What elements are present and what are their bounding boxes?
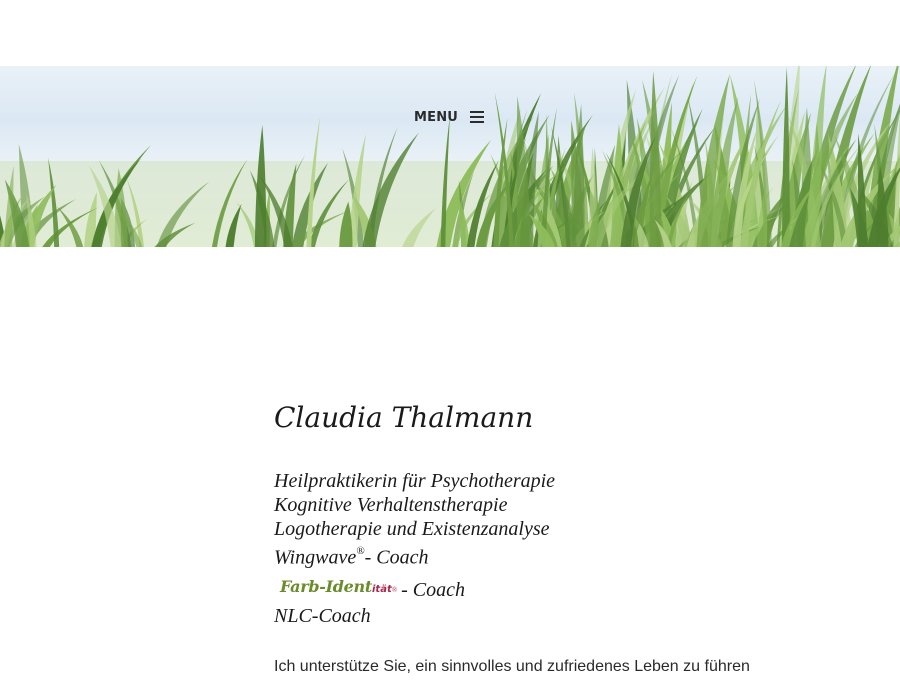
qualification-item: Logotherapie und Existenzanalyse [274, 518, 550, 540]
qualification-item-farb-identitaet [274, 570, 834, 604]
page-title: Claudia Thalmann [274, 401, 534, 434]
wingwave-label: Wingwave [274, 546, 357, 569]
coach-suffix: - Coach [401, 578, 465, 601]
grass-image [0, 66, 900, 247]
farb-logo-main: Farb-Ident [280, 576, 372, 596]
hero-banner [0, 66, 900, 247]
top-bar [0, 0, 900, 66]
qualification-item: NLC-Coach [274, 604, 371, 627]
registered-mark: ® [356, 545, 365, 557]
intro-text: Ich unterstütze Sie, ein sinnvolles und zufriedenes Leben zu führen [274, 657, 750, 675]
coach-suffix: - Coach [364, 546, 429, 569]
farb-logo-tail: ität [372, 583, 392, 595]
qualification-item: Heilpraktikerin für Psychotherapie [274, 470, 556, 492]
qualification-item-wingwave [274, 541, 834, 570]
main-content [274, 398, 834, 679]
hamburger-icon [470, 111, 484, 123]
farb-logo-reg: ® [391, 585, 398, 594]
farb-identitaet-logo [280, 575, 397, 602]
qualification-item: Kognitive Verhaltenstherapie [274, 494, 508, 516]
menu-label: MENU [414, 109, 459, 125]
menu-button[interactable] [414, 104, 484, 130]
qualification-list [274, 469, 834, 628]
